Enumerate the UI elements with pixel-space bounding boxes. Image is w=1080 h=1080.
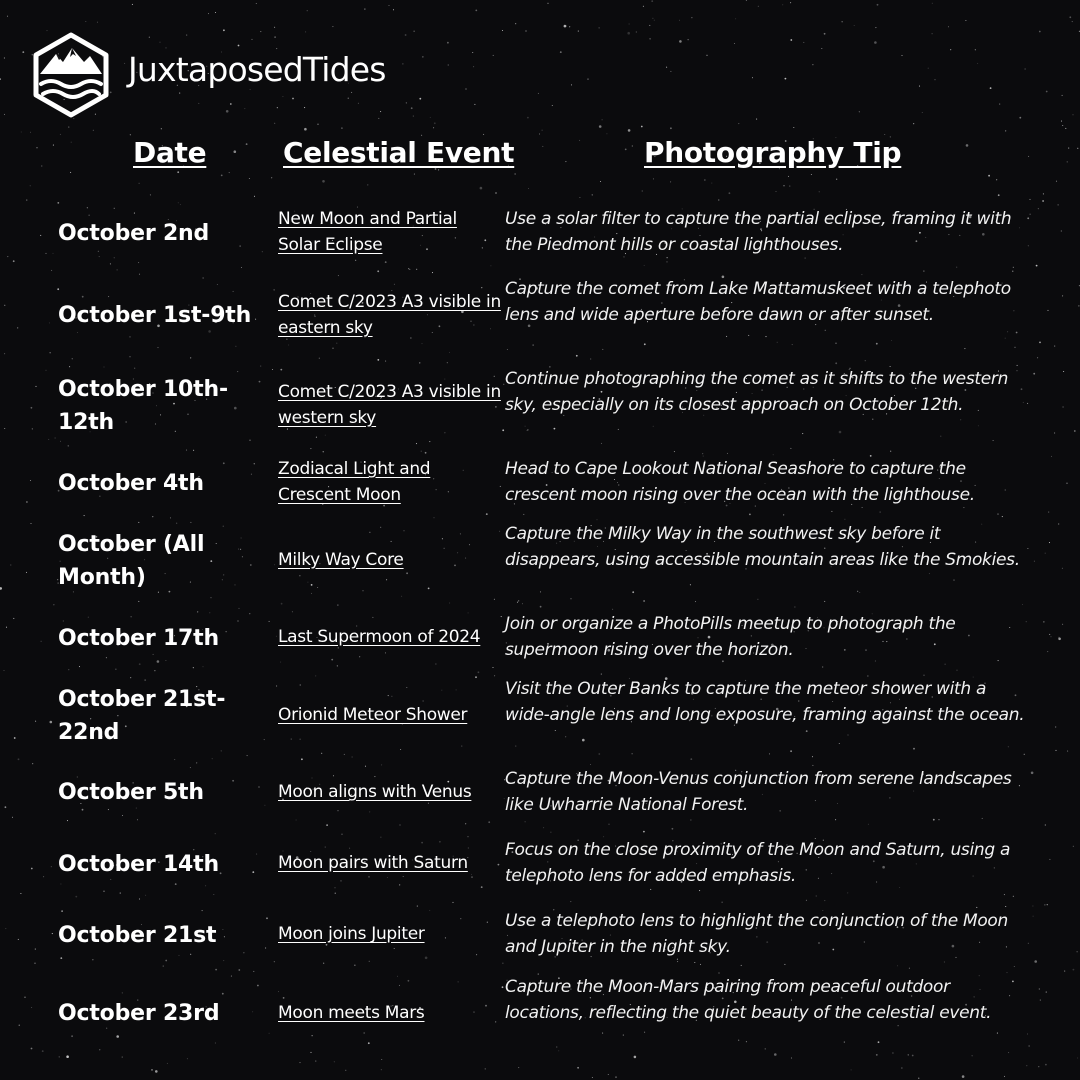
row-event-link[interactable]: Moon aligns with Venus	[278, 782, 472, 802]
row-tip: Head to Cape Lookout National Seashore to capture the crescent moon rising over the ocean with the lighthouse.	[505, 459, 975, 505]
row-tip: Continue photographing the comet as it shifts to the western sky, especially on its closest approach on October 12th.	[505, 369, 1009, 415]
row-date: October 23rd	[58, 1001, 220, 1026]
row-date: October 5th	[58, 780, 204, 805]
row-tip: Use a solar filter to capture the partial eclipse, framing it with the Piedmont hills or coastal lighthouses.	[505, 209, 1012, 255]
row-tip: Visit the Outer Banks to capture the meteor shower with a wide-angle lens and long exposure, framing against the ocean.	[505, 679, 1025, 725]
row-tip: Capture the Moon-Venus conjunction from serene landscapes like Uwharrie National Forest.	[505, 769, 1012, 815]
row-event-link[interactable]: Orionid Meteor Shower	[278, 705, 468, 725]
row-tip: Capture the Moon-Mars pairing from peaceful outdoor locations, reflecting the quiet beauty of the celestial event.	[505, 977, 992, 1023]
row-event-link[interactable]: New Moon and Partial Solar Eclipse	[278, 209, 457, 255]
row-tip: Capture the comet from Lake Mattamuskeet with a telephoto lens and wide aperture before dawn or after sunset.	[505, 279, 1011, 325]
row-event-link[interactable]: Moon pairs with Saturn	[278, 853, 468, 873]
column-header-celestial-event: Celestial Event	[283, 136, 515, 169]
row-date: October 4th	[58, 471, 204, 496]
row-event-link[interactable]: Moon meets Mars	[278, 1003, 425, 1023]
row-date: October 1st-9th	[58, 303, 252, 328]
row-tip: Use a telephoto lens to highlight the conjunction of the Moon and Jupiter in the night sky.	[505, 911, 1009, 957]
column-header-photography-tip: Photography Tip	[644, 136, 902, 169]
row-date: October (All Month)	[58, 532, 205, 590]
row-event-link[interactable]: Moon joins Jupiter	[278, 924, 425, 944]
row-event-link[interactable]: Last Supermoon of 2024	[278, 627, 481, 647]
row-date: October 2nd	[58, 221, 210, 246]
row-date: October 21st	[58, 923, 217, 948]
brand-name: JuxtaposedTides	[128, 50, 386, 89]
row-tip: Join or organize a PhotoPills meetup to photograph the supermoon rising over the horizon.	[505, 614, 956, 660]
row-date: October 10th-12th	[58, 377, 228, 435]
column-header-date: Date	[133, 136, 207, 169]
row-event-link[interactable]: Comet C/2023 A3 visible in eastern sky	[278, 292, 501, 338]
row-event-link[interactable]: Milky Way Core	[278, 550, 404, 570]
row-event-link[interactable]: Comet C/2023 A3 visible in western sky	[278, 382, 501, 428]
row-date: October 17th	[58, 626, 219, 651]
mountain-waves-hexagon-icon	[32, 32, 110, 118]
row-date: October 14th	[58, 852, 219, 877]
row-event-link[interactable]: Zodiacal Light and Crescent Moon	[278, 459, 431, 505]
row-date: October 21st-22nd	[58, 687, 226, 745]
row-tip: Capture the Milky Way in the southwest sky before it disappears, using accessible mountain areas like the Smokies.	[505, 524, 1020, 570]
row-tip: Focus on the close proximity of the Moon and Saturn, using a telephoto lens for added emphasis.	[505, 840, 1011, 886]
